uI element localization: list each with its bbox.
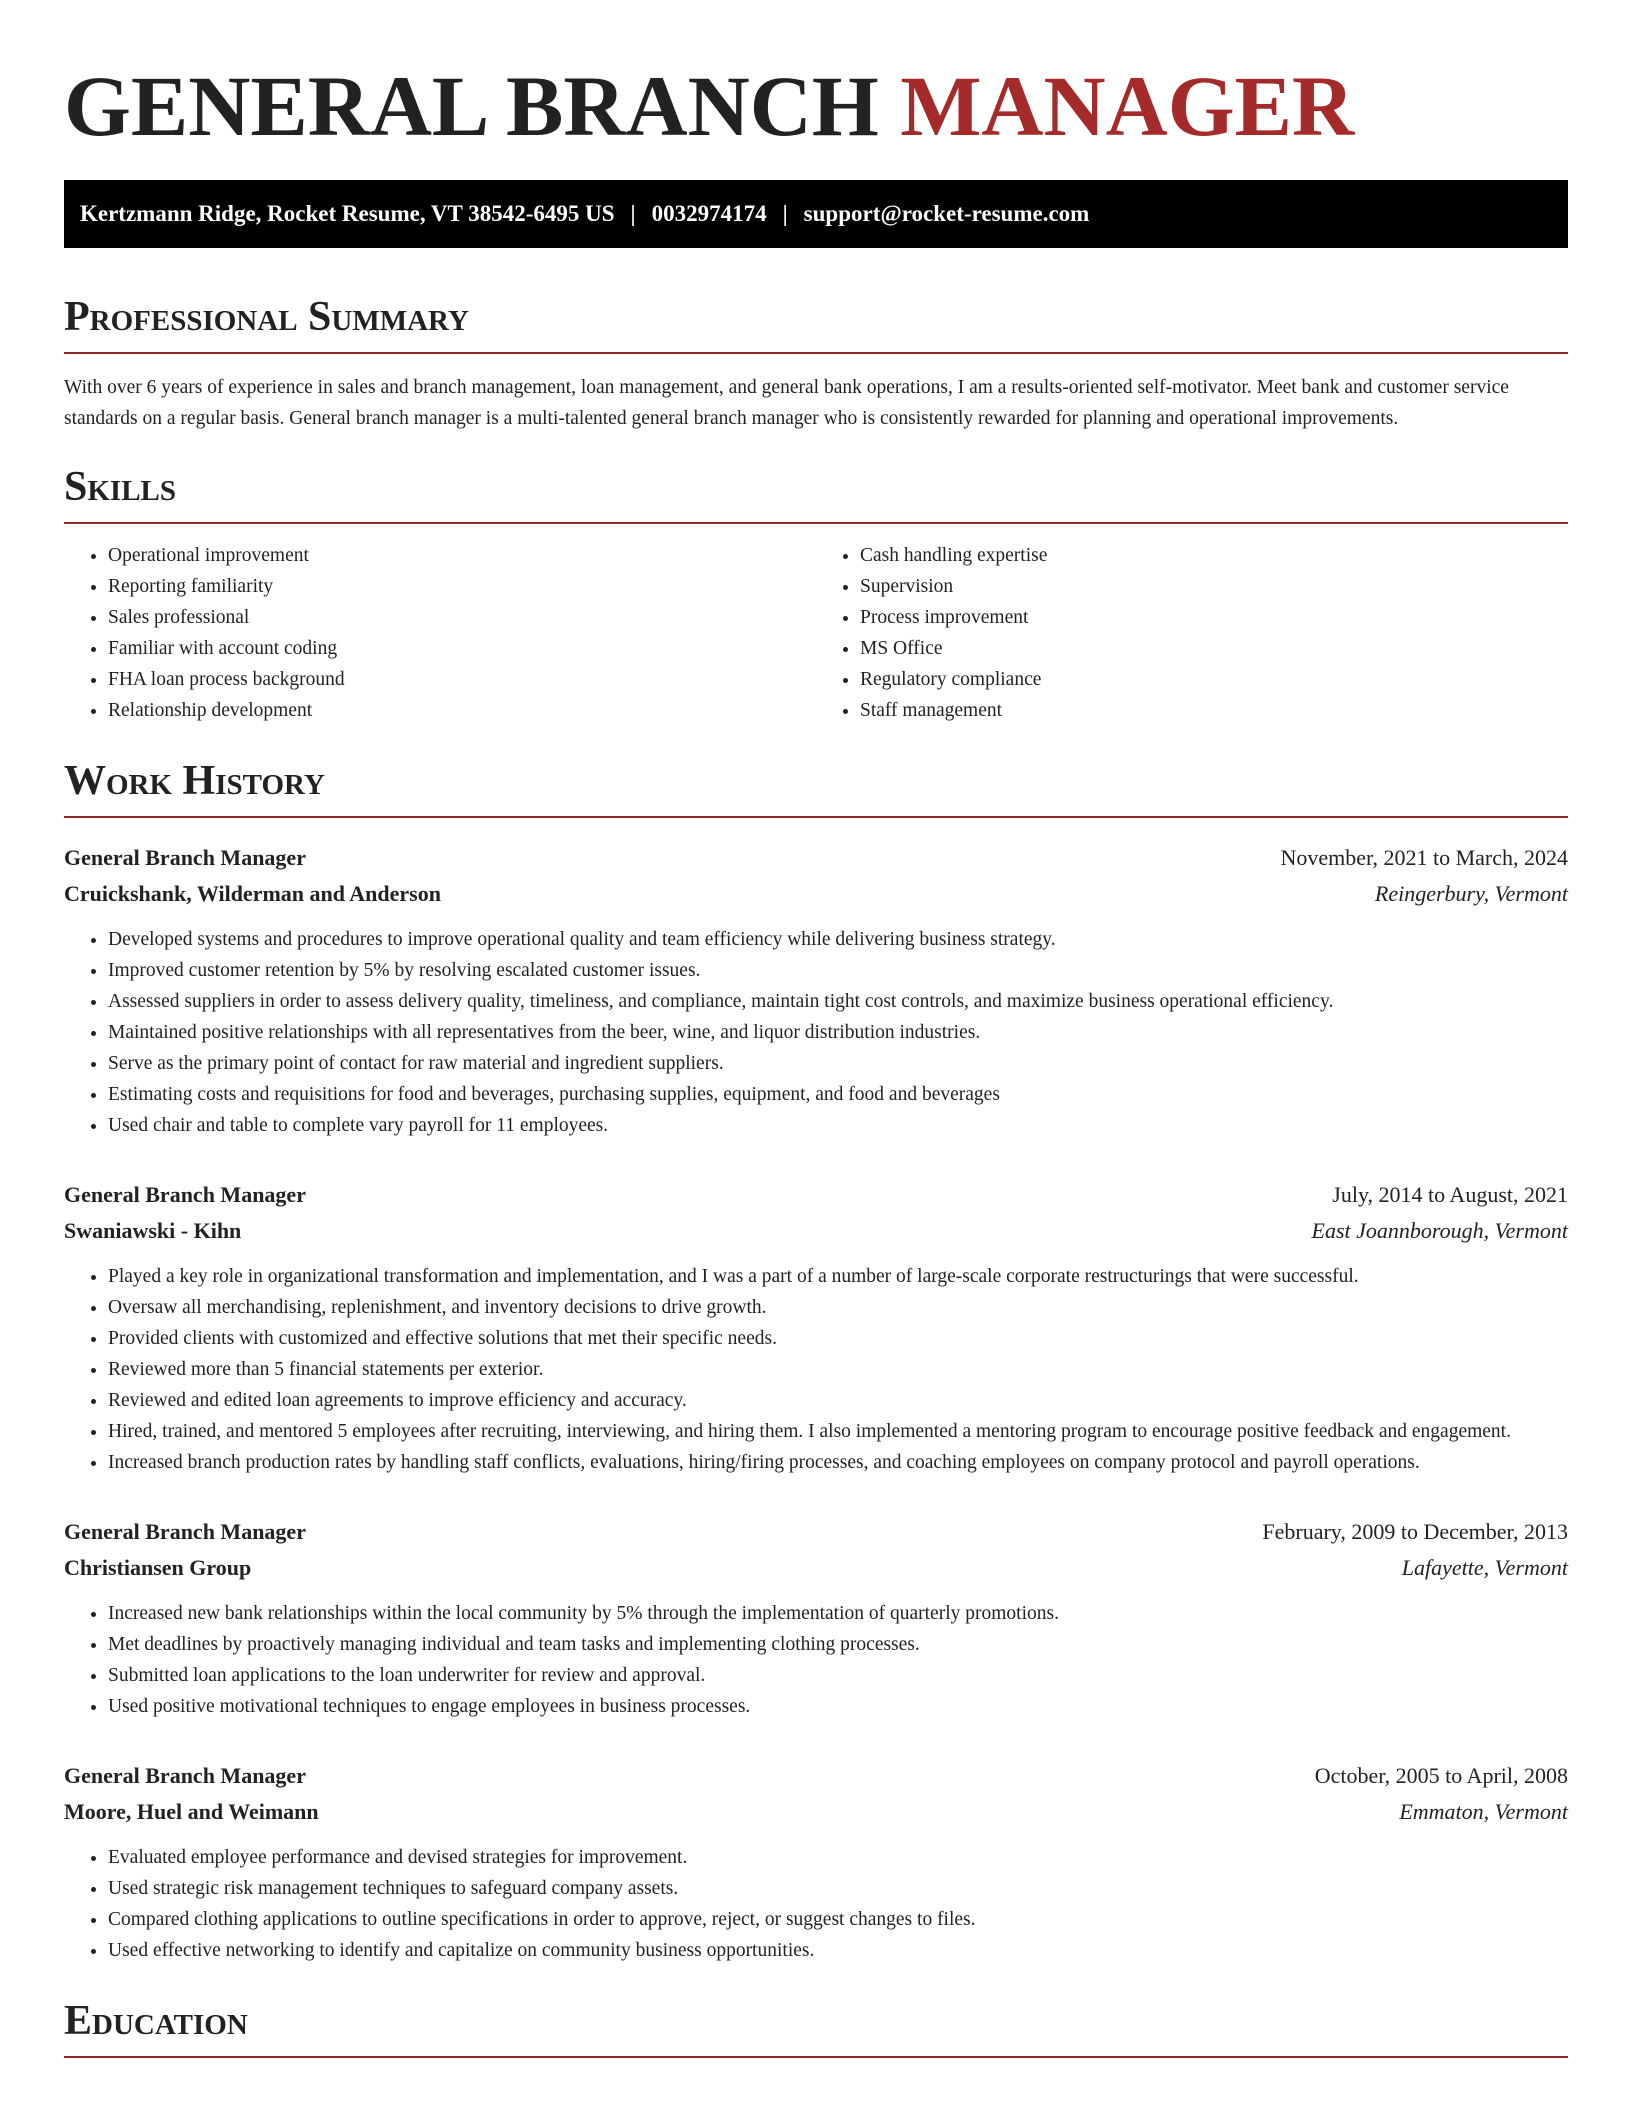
- job-entry: [64, 840, 1568, 1141]
- skill-item: • Operational improvement: [108, 540, 816, 571]
- skill-item: • Reporting familiarity: [108, 571, 816, 602]
- job-bullet: • Reviewed more than 5 financial statements per exterior.: [108, 1354, 1568, 1385]
- job-bullets: [64, 1842, 1568, 1966]
- job-company: Swaniawski - Kihn: [64, 1218, 242, 1243]
- job-bullet: • Compared clothing applications to outline specifications in order to approve, reject, or suggest changes to files.: [108, 1904, 1568, 1935]
- job-bullet: • Improved customer retention by 5% by resolving escalated customer issues.: [108, 955, 1568, 986]
- contact-bar: [64, 180, 1568, 248]
- job-bullet: • Evaluated employee performance and devised strategies for improvement.: [108, 1842, 1568, 1873]
- summary-heading: Professional Summary: [64, 292, 1568, 354]
- job-company-row: [64, 876, 1568, 912]
- skill-item: • Supervision: [860, 571, 1568, 602]
- job-bullet: • Played a key role in organizational transformation and implementation, and I was a part of a number of large-scale corporate restructurings that were successful.: [108, 1261, 1568, 1292]
- skill-item: • Cash handling expertise: [860, 540, 1568, 571]
- work-history-heading: Work History: [64, 756, 1568, 818]
- job-bullet: • Increased new bank relationships within the local community by 5% through the implementation of quarterly promotions.: [108, 1598, 1568, 1629]
- job-bullet: • Provided clients with customized and effective solutions that met their specific needs.: [108, 1323, 1568, 1354]
- job-title-row: [64, 1758, 1568, 1794]
- job-location: Lafayette, Vermont: [1401, 1555, 1568, 1580]
- job-company: Christiansen Group: [64, 1555, 252, 1580]
- job-title: General Branch Manager: [64, 1519, 306, 1544]
- summary-text: With over 6 years of experience in sales and branch management, loan management, and general bank operations, I am a results-oriented self-motivator. Meet bank and customer service standards on a regular basis. General branch manager is a multi-talented general branch manager who is consistently rewarded for planning and operational improvements.: [64, 377, 1509, 429]
- job-entry: [64, 1514, 1568, 1722]
- job-entry: [64, 1758, 1568, 1966]
- skill-item: • Regulatory compliance: [860, 664, 1568, 695]
- job-bullet: • Estimating costs and requisitions for food and beverages, purchasing supplies, equipment, and food and beverages: [108, 1079, 1568, 1110]
- contact-separator: |: [782, 201, 788, 226]
- job-title-row: [64, 840, 1568, 876]
- job-bullet: • Used positive motivational techniques to engage employees in business processes.: [108, 1691, 1568, 1722]
- job-dates: February, 2009 to December, 2013: [1262, 1519, 1568, 1544]
- job-bullet: • Developed systems and procedures to improve operational quality and team efficiency while delivering business strategy.: [108, 924, 1568, 955]
- skills-list: [64, 540, 1568, 726]
- skill-item: • Sales professional: [108, 602, 816, 633]
- job-bullet: • Oversaw all merchandising, replenishment, and inventory decisions to drive growth.: [108, 1292, 1568, 1323]
- job-bullet: • Used effective networking to identify and capitalize on community business opportunities.: [108, 1935, 1568, 1966]
- skill-item: • Process improvement: [860, 602, 1568, 633]
- contact-email: support@rocket-resume.com: [803, 201, 1090, 226]
- contact-separator: |: [630, 201, 636, 226]
- resume-name: [64, 58, 1568, 154]
- contact-address: Kertzmann Ridge, Rocket Resume, VT 38542-6495 US: [80, 201, 615, 226]
- job-bullet: • Assessed suppliers in order to assess delivery quality, timeliness, and compliance, maintain tight cost controls, and maximize business operational efficiency.: [108, 986, 1568, 1017]
- name-accent: MANAGER: [900, 58, 1355, 154]
- job-company: Cruickshank, Wilderman and Anderson: [64, 881, 441, 906]
- skills-column-right: [816, 540, 1568, 726]
- job-company-row: [64, 1550, 1568, 1586]
- job-bullets: [64, 1598, 1568, 1722]
- job-company-row: [64, 1794, 1568, 1830]
- skill-item: • Relationship development: [108, 695, 816, 726]
- job-bullets: [64, 1261, 1568, 1478]
- job-company-row: [64, 1213, 1568, 1249]
- education-heading: Education: [64, 1996, 1568, 2058]
- resume-page: [64, 0, 1568, 2058]
- job-title: General Branch Manager: [64, 845, 306, 870]
- skill-item: • Familiar with account coding: [108, 633, 816, 664]
- job-bullet: • Submitted loan applications to the loan underwriter for review and approval.: [108, 1660, 1568, 1691]
- job-dates: July, 2014 to August, 2021: [1332, 1182, 1568, 1207]
- job-bullet: • Used strategic risk management techniques to safeguard company assets.: [108, 1873, 1568, 1904]
- job-title-row: [64, 1177, 1568, 1213]
- skills-heading: Skills: [64, 462, 1568, 524]
- job-bullet: • Reviewed and edited loan agreements to improve efficiency and accuracy.: [108, 1385, 1568, 1416]
- job-title: General Branch Manager: [64, 1182, 306, 1207]
- job-location: Emmaton, Vermont: [1399, 1799, 1568, 1824]
- job-bullet: • Used chair and table to complete vary payroll for 11 employees.: [108, 1110, 1568, 1141]
- job-bullets: [64, 924, 1568, 1141]
- job-title: General Branch Manager: [64, 1763, 306, 1788]
- skill-item: • MS Office: [860, 633, 1568, 664]
- job-company: Moore, Huel and Weimann: [64, 1799, 319, 1824]
- job-location: Reingerbury, Vermont: [1374, 881, 1568, 906]
- job-bullet: • Met deadlines by proactively managing individual and team tasks and implementing clothing processes.: [108, 1629, 1568, 1660]
- name-first: GENERAL BRANCH: [64, 58, 879, 154]
- skills-column-left: [64, 540, 816, 726]
- job-bullet: • Maintained positive relationships with all representatives from the beer, wine, and liquor distribution industries.: [108, 1017, 1568, 1048]
- job-bullet: • Increased branch production rates by handling staff conflicts, evaluations, hiring/firing processes, and coaching employees on company protocol and payroll operations.: [108, 1447, 1568, 1478]
- job-dates: October, 2005 to April, 2008: [1314, 1763, 1568, 1788]
- contact-phone: 0032974174: [651, 201, 767, 226]
- skill-item: • FHA loan process background: [108, 664, 816, 695]
- job-bullet: • Hired, trained, and mentored 5 employees after recruiting, interviewing, and hiring them. I also implemented a mentoring program to encourage positive feedback and engagement.: [108, 1416, 1568, 1447]
- job-entry: [64, 1177, 1568, 1478]
- job-title-row: [64, 1514, 1568, 1550]
- job-bullet: • Serve as the primary point of contact for raw material and ingredient suppliers.: [108, 1048, 1568, 1079]
- job-dates: November, 2021 to March, 2024: [1280, 845, 1568, 870]
- job-location: East Joannborough, Vermont: [1311, 1218, 1568, 1243]
- skill-item: • Staff management: [860, 695, 1568, 726]
